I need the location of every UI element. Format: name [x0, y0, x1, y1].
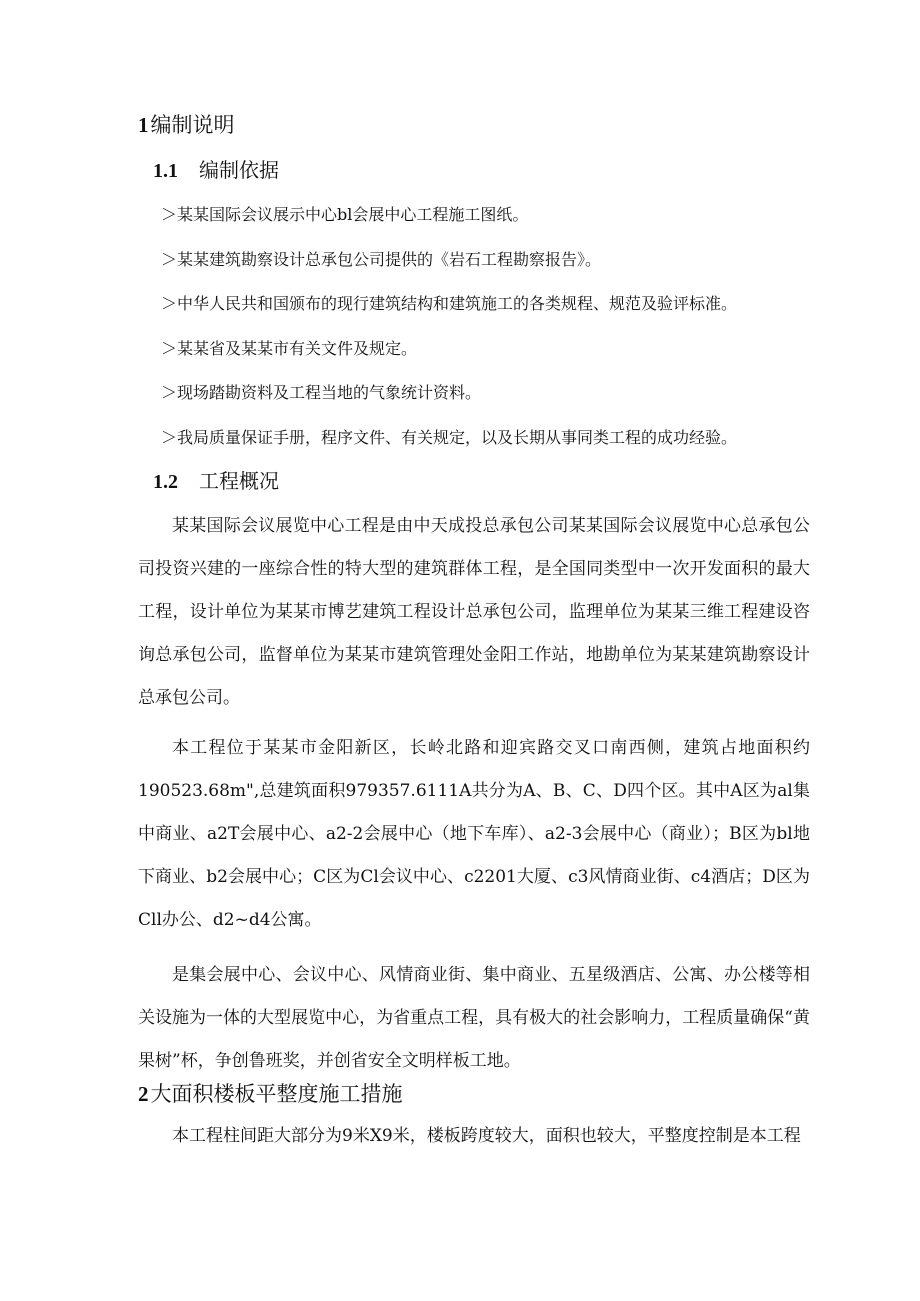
- basis-item: ＞某某建筑勘察设计总承包公司提供的《岩石工程勘察报告》。: [161, 250, 602, 269]
- basis-item: ＞某某省及某某市有关文件及规定。: [161, 339, 418, 358]
- overview-paragraph: 是集会展中心、会议中心、风情商业街、集中商业、五星级酒店、公寓、办公楼等相关设施为一体的大型展览中心，为省重点工程，具有极大的社会影响力，工程质量确保“黄果树”杯，争创鲁班奖，并创省安全文明样板工地。: [138, 965, 810, 1071]
- section-1-1-heading: [153, 156, 279, 185]
- overview-paragraph: 本工程位于某某市金阳新区，长岭北路和迎宾路交叉口南西侧，建筑占地面积约190523.68m",总建筑面积979357.6111A共分为A、B、C、D四个区。其中A区为al集中商业、a2T会展中心、a2-2会展中心（地下车库）、a2-3会展中心（商业）；B区为bl地下商业、b2会展中心；C区为Cl会议中心、c2201大厦、c3风情商业街、c4酒店；D区为Cll办公、d2~d4公寓。: [138, 738, 810, 930]
- section-2-number: 2: [138, 1082, 149, 1106]
- overview-paragraph: 某某国际会议展览中心工程是由中天成投总承包公司某某国际会议展览中心总承包公司投资兴建的一座综合性的特大型的建筑群体工程，是全国同类型中一次开发面积的最大工程，设计单位为某某市博艺建筑工程设计总承包公司，监理单位为某某三维工程建设咨询总承包公司，监督单位为某某市建筑管理处金阳工作站，地勘单位为某某建筑勘察设计总承包公司。: [138, 516, 810, 708]
- basis-item: ＞中华人民共和国颁布的现行建筑结构和建筑施工的各类规程、规范及验评标准。: [161, 294, 738, 313]
- section-1-heading: [138, 111, 235, 139]
- section-2-title: 大面积楼板平整度施工措施: [150, 1082, 403, 1106]
- section-1-2-title: 工程概况: [199, 469, 279, 493]
- section-1-1-title: 编制依据: [199, 158, 279, 182]
- section-2-paragraph: 本工程柱间距大部分为9米X9米，楼板跨度较大，面积也较大，平整度控制是本工程: [172, 1126, 801, 1146]
- section-1-title: 编制说明: [150, 113, 235, 137]
- basis-item: ＞我局质量保证手册，程序文件、有关规定，以及长期从事同类工程的成功经验。: [161, 428, 738, 447]
- basis-item: ＞某某国际会议展示中心bl会展中心工程施工图纸。: [161, 205, 529, 224]
- section-2-heading: [138, 1080, 403, 1108]
- basis-item: ＞现场踏勘资料及工程当地的气象统计资料。: [161, 383, 482, 402]
- section-1-2-number: 1.2: [153, 471, 178, 493]
- section-1-2-heading: [153, 467, 279, 496]
- section-1-1-number: 1.1: [153, 160, 178, 182]
- section-1-number: 1: [138, 113, 149, 137]
